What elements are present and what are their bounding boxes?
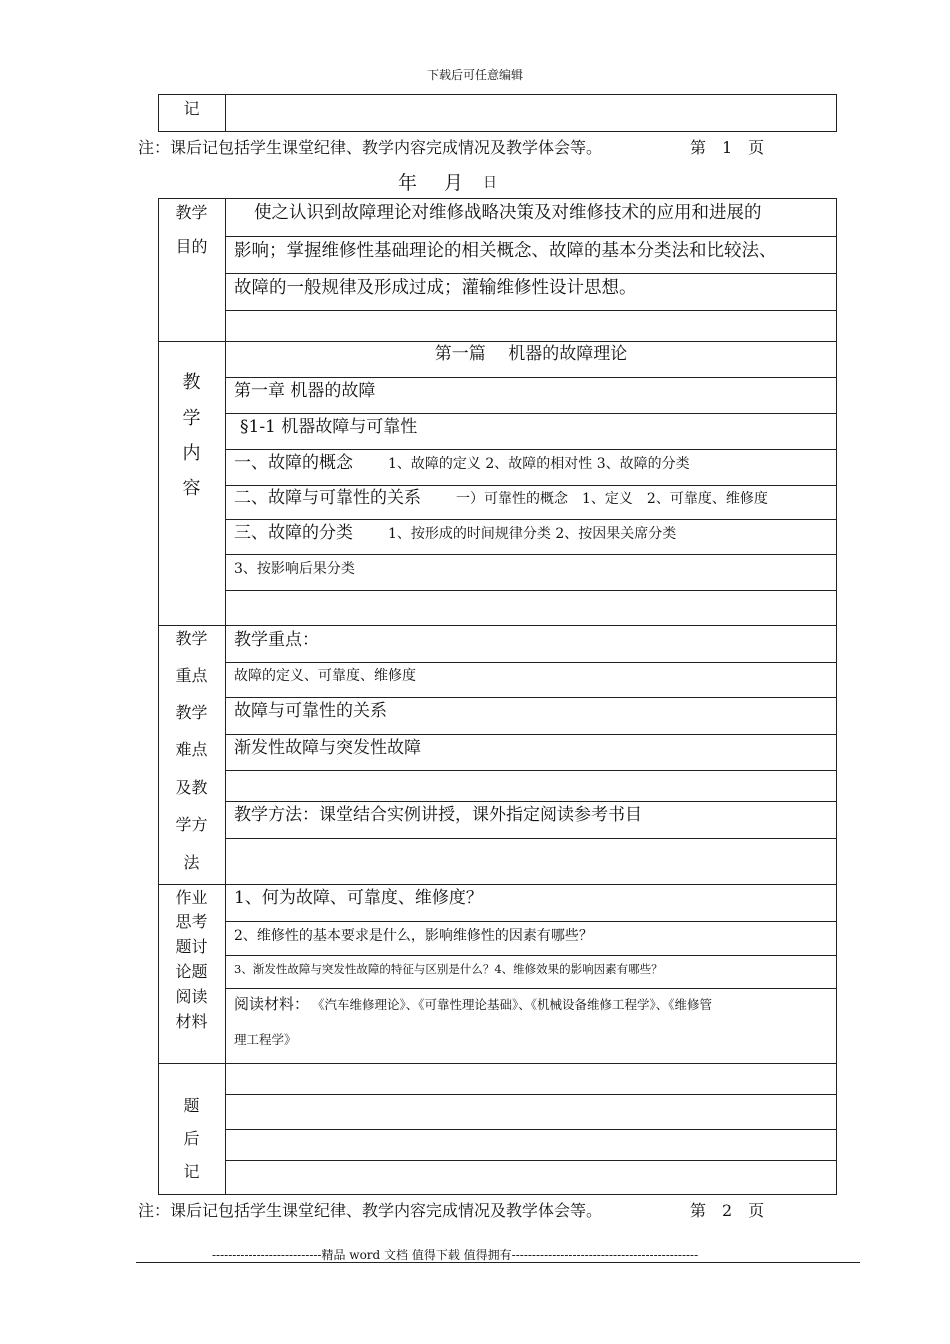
row-line bbox=[225, 413, 837, 414]
row-line bbox=[225, 988, 837, 989]
keypoints-label-7: 法 bbox=[183, 853, 200, 872]
row-line bbox=[225, 801, 837, 802]
row-line bbox=[225, 590, 837, 591]
row-line bbox=[225, 955, 837, 956]
row-line bbox=[225, 1160, 837, 1161]
row-line bbox=[225, 697, 837, 698]
page-header: 下载后可任意编辑 bbox=[426, 68, 523, 82]
section-separator bbox=[158, 1063, 837, 1064]
keypoints-heading: 教学重点： bbox=[234, 630, 319, 650]
content-row-1-sub: 1、故障的定义 2、故障的相对性 3、故障的分类 bbox=[388, 456, 690, 472]
homework-label-3: 题讨 bbox=[175, 937, 208, 956]
postclass-label-2: 后 bbox=[183, 1129, 200, 1148]
content-row-4: 3、按影响后果分类 bbox=[234, 561, 355, 577]
keypoint-2: 故障与可靠性的关系 bbox=[234, 701, 387, 721]
homework-label-6: 材料 bbox=[175, 1012, 208, 1031]
row-line bbox=[225, 236, 837, 237]
content-row-3-main: 三、故障的分类 bbox=[234, 523, 353, 543]
content-label-1: 教 bbox=[182, 372, 201, 393]
section-separator bbox=[158, 625, 837, 626]
row-line bbox=[225, 449, 837, 450]
keypoints-label-2: 重点 bbox=[175, 666, 208, 685]
page-footer: ---------------------------精品 word 文档 值得下载 值得拥有---------------------------------------------- bbox=[212, 1248, 699, 1262]
postclass-label-3: 记 bbox=[183, 1162, 200, 1181]
row-line bbox=[225, 554, 837, 555]
top-fragment-table bbox=[158, 94, 837, 132]
homework-label-2: 思考 bbox=[175, 912, 208, 931]
chapter-title: 第一章 机器的故障 bbox=[234, 381, 376, 401]
note-2: 注：课后记包括学生课堂纪律、教学内容完成情况及教学体会等。 bbox=[138, 1201, 603, 1220]
row-line bbox=[225, 485, 837, 486]
teaching-method: 教学方法：课堂结合实例讲授，课外指定阅读参考书目 bbox=[234, 805, 642, 825]
keypoints-label-6: 学方 bbox=[175, 815, 208, 834]
homework-label-5: 阅读 bbox=[175, 987, 208, 1006]
row-line bbox=[225, 662, 837, 663]
part-title: 第一篇 机器的故障理论 bbox=[434, 344, 628, 364]
content-label-2: 学 bbox=[182, 408, 201, 429]
row-line bbox=[225, 770, 837, 771]
row-line bbox=[225, 273, 837, 274]
section-separator bbox=[158, 884, 837, 885]
row-line bbox=[225, 1094, 837, 1095]
homework-q2: 2、维修性的基本要求是什么，影响维修性的因素有哪些？ bbox=[234, 928, 593, 944]
row-line bbox=[225, 310, 837, 311]
page-number-2: 第 2 页 bbox=[690, 1201, 765, 1220]
top-fragment-divider bbox=[225, 94, 226, 132]
page-number-1: 第 1 页 bbox=[690, 138, 765, 157]
row-line bbox=[225, 838, 837, 839]
section-title: §1-1 机器故障与可靠性 bbox=[240, 417, 418, 437]
keypoints-label-5: 及教 bbox=[175, 778, 208, 797]
keypoints-label-1: 教学 bbox=[175, 629, 208, 648]
content-label-4: 容 bbox=[182, 478, 201, 499]
note-1: 注：课后记包括学生课堂纪律、教学内容完成情况及教学体会等。 bbox=[138, 138, 603, 157]
homework-label-1: 作业 bbox=[175, 888, 208, 907]
footer-line bbox=[136, 1262, 860, 1263]
keypoint-3: 渐发性故障与突发性故障 bbox=[234, 738, 421, 758]
date-year: 年 bbox=[398, 172, 418, 194]
top-fragment-label: 记 bbox=[183, 99, 200, 118]
row-line bbox=[225, 734, 837, 735]
goals-label-2: 目的 bbox=[175, 237, 208, 256]
content-label-3: 内 bbox=[182, 443, 201, 464]
keypoint-1: 故障的定义、可靠度、维修度 bbox=[234, 668, 416, 684]
goals-label-1: 教学 bbox=[175, 203, 208, 222]
homework-q1: 1、何为故障、可靠度、维修度？ bbox=[234, 888, 483, 908]
reading-line-1: 《汽车维修理论》、《可靠性理论基础》、《机械设备维修工程学》、《维修管 bbox=[312, 997, 713, 1012]
content-row-3-sub: 1、按形成的时间规律分类 2、按因果关席分类 bbox=[388, 526, 677, 542]
postclass-label-1: 题 bbox=[183, 1096, 200, 1115]
date-day: 日 bbox=[483, 175, 497, 191]
content-row-2-main: 二、故障与可靠性的关系 bbox=[234, 488, 421, 508]
row-line bbox=[225, 377, 837, 378]
row-line bbox=[225, 1129, 837, 1130]
homework-q3: 3、渐发性故障与突发性故障的特征与区别是什么？4、维修效果的影响因素有哪些？ bbox=[234, 962, 663, 976]
content-row-1-main: 一、故障的概念 bbox=[234, 453, 353, 473]
homework-label-4: 论题 bbox=[175, 962, 208, 981]
keypoints-label-3: 教学 bbox=[175, 703, 208, 722]
reading-line-2: 理工程学》 bbox=[234, 1032, 297, 1047]
date-month: 月 bbox=[444, 172, 464, 194]
content-row-2-sub: 一）可靠性的概念 1、定义 2、可靠度、维修度 bbox=[456, 491, 768, 507]
goals-line-2: 影响；掌握维修性基础理论的相关概念、故障的基本分类法和比较法、 bbox=[234, 241, 777, 261]
row-line bbox=[225, 519, 837, 520]
reading-label: 阅读材料： bbox=[234, 995, 310, 1013]
row-line bbox=[225, 921, 837, 922]
goals-line-1: 使之认识到故障理论对维修战略决策及对维修技术的应用和进展的 bbox=[254, 203, 762, 223]
section-separator bbox=[158, 341, 837, 342]
keypoints-label-4: 难点 bbox=[175, 740, 208, 759]
goals-line-3: 故障的一般规律及形成过成；灌输维修性设计思想。 bbox=[234, 278, 637, 298]
